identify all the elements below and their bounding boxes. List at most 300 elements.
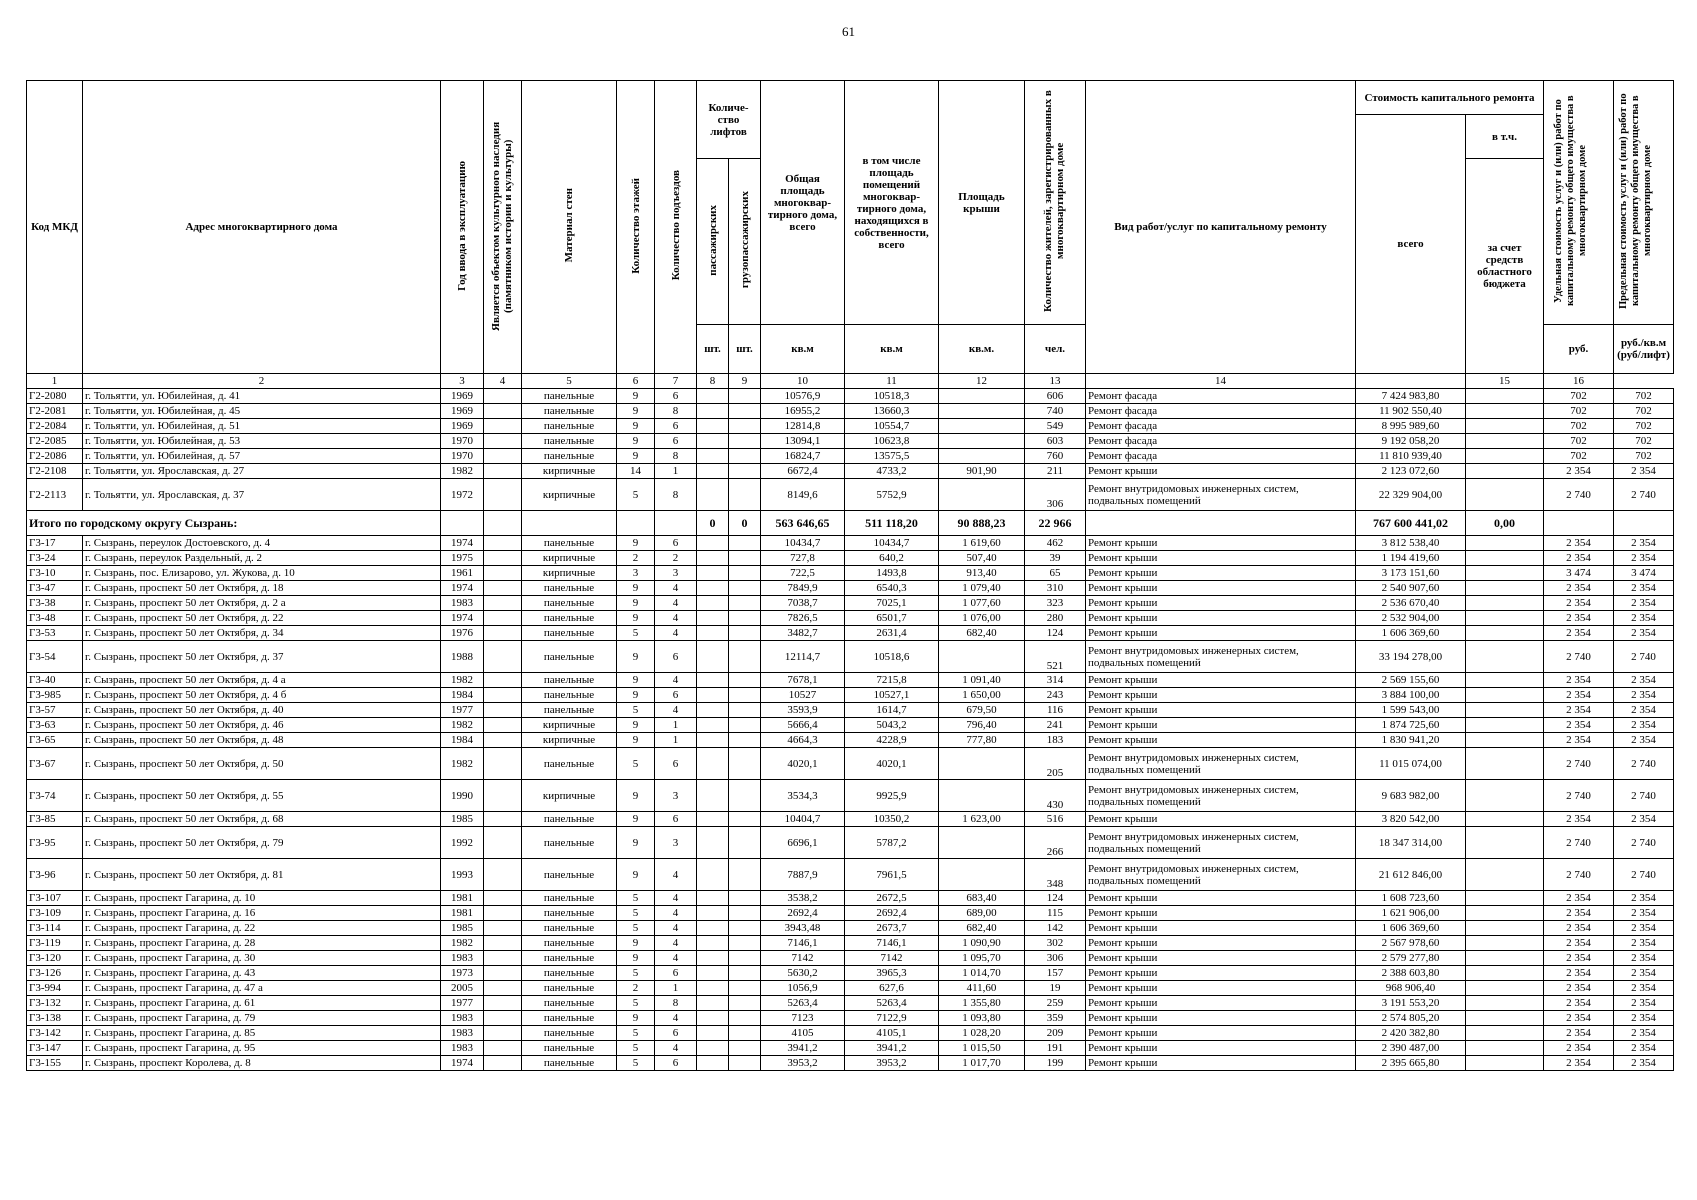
row-max-cost: 2 354	[1614, 673, 1674, 688]
row-roof-area	[939, 449, 1025, 464]
row-max-cost: 2 740	[1614, 827, 1674, 859]
row-regional	[1466, 733, 1544, 748]
row-owned-area: 4020,1	[845, 748, 939, 780]
row-unit-cost: 2 354	[1544, 891, 1614, 906]
row-total-area: 4105	[761, 1026, 845, 1041]
row-residents: 259	[1025, 996, 1086, 1011]
row-address: г. Тольятти, ул. Юбилейная, д. 53	[83, 434, 441, 449]
row-heritage	[484, 827, 522, 859]
row-code: Г3-54	[27, 641, 83, 673]
row-heritage	[484, 688, 522, 703]
row-unit-cost: 2 354	[1544, 1011, 1614, 1026]
column-number: 14	[1086, 374, 1356, 389]
row-max-cost: 2 354	[1614, 718, 1674, 733]
row-lifts-pass	[697, 551, 729, 566]
row-floors: 5	[617, 703, 655, 718]
row-regional	[1466, 673, 1544, 688]
table-row	[27, 718, 1674, 733]
row-roof-area: 913,40	[939, 566, 1025, 581]
row-cost: 2 420 382,80	[1356, 1026, 1466, 1041]
row-heritage	[484, 566, 522, 581]
row-roof-area: 1 650,00	[939, 688, 1025, 703]
row-total-area: 10404,7	[761, 812, 845, 827]
row-address: г. Сызрань, проспект 50 лет Октября, д. 4 б	[83, 688, 441, 703]
row-residents: 359	[1025, 1011, 1086, 1026]
row-max-cost: 2 354	[1614, 626, 1674, 641]
row-residents: 39	[1025, 551, 1086, 566]
row-regional	[1466, 419, 1544, 434]
column-number: 8	[697, 374, 729, 389]
row-address: г. Сызрань, проспект 50 лет Октября, д. 46	[83, 718, 441, 733]
row-floors: 5	[617, 966, 655, 981]
row-material: панельные	[522, 404, 617, 419]
row-max-cost: 2 740	[1614, 859, 1674, 891]
row-regional	[1466, 891, 1544, 906]
row-roof-area: 777,80	[939, 733, 1025, 748]
row-total-area: 10434,7	[761, 536, 845, 551]
row-regional	[1466, 641, 1544, 673]
header-lifts-cargo: грузопассажирских	[729, 159, 761, 325]
row-work-type: Ремонт крыши	[1086, 996, 1356, 1011]
row-regional	[1466, 611, 1544, 626]
row-residents: 157	[1025, 966, 1086, 981]
row-owned-area: 10434,7	[845, 536, 939, 551]
row-regional	[1466, 551, 1544, 566]
row-lifts-cargo	[729, 966, 761, 981]
row-entrances: 6	[655, 688, 697, 703]
row-regional	[1466, 812, 1544, 827]
table-row	[27, 536, 1674, 551]
row-max-cost: 2 354	[1614, 1056, 1674, 1071]
row-material: панельные	[522, 891, 617, 906]
row-address: г. Сызрань, проспект 50 лет Октября, д. 40	[83, 703, 441, 718]
row-work-type: Ремонт крыши	[1086, 966, 1356, 981]
row-material: панельные	[522, 596, 617, 611]
row-roof-area: 1 015,50	[939, 1041, 1025, 1056]
unit-sqm: кв.м	[845, 325, 939, 374]
header-lifts: Количе-ство лифтов	[697, 81, 761, 159]
row-lifts-cargo	[729, 673, 761, 688]
row-unit-cost: 2 740	[1544, 780, 1614, 812]
row-work-type: Ремонт фасада	[1086, 389, 1356, 404]
row-year: 1985	[441, 812, 484, 827]
row-lifts-cargo	[729, 464, 761, 479]
row-floors: 5	[617, 921, 655, 936]
row-lifts-cargo	[729, 1026, 761, 1041]
row-residents: 116	[1025, 703, 1086, 718]
row-entrances: 6	[655, 1026, 697, 1041]
row-unit-cost: 702	[1544, 419, 1614, 434]
row-residents: 199	[1025, 1056, 1086, 1071]
row-roof-area	[939, 389, 1025, 404]
row-roof-area: 682,40	[939, 626, 1025, 641]
row-regional	[1466, 479, 1544, 511]
row-year: 1988	[441, 641, 484, 673]
table-row	[27, 1026, 1674, 1041]
row-entrances: 3	[655, 566, 697, 581]
row-residents: 310	[1025, 581, 1086, 596]
row-code: Г3-24	[27, 551, 83, 566]
table-header	[27, 81, 1674, 389]
row-code: Г3-138	[27, 1011, 83, 1026]
row-owned-area: 6540,3	[845, 581, 939, 596]
row-roof-area	[939, 419, 1025, 434]
row-owned-area: 3953,2	[845, 1056, 939, 1071]
row-year: 2005	[441, 981, 484, 996]
row-regional	[1466, 827, 1544, 859]
row-address: г. Тольятти, ул. Юбилейная, д. 51	[83, 419, 441, 434]
row-entrances: 4	[655, 891, 697, 906]
row-material: панельные	[522, 688, 617, 703]
row-material: панельные	[522, 449, 617, 464]
row-code: Г3-985	[27, 688, 83, 703]
total-owned-area: 511 118,20	[845, 511, 939, 536]
table-row	[27, 404, 1674, 419]
row-address: г. Тольятти, ул. Юбилейная, д. 45	[83, 404, 441, 419]
row-owned-area: 4105,1	[845, 1026, 939, 1041]
row-year: 1973	[441, 966, 484, 981]
row-lifts-pass	[697, 566, 729, 581]
total-roof-area: 90 888,23	[939, 511, 1025, 536]
row-heritage	[484, 891, 522, 906]
row-year: 1969	[441, 389, 484, 404]
row-cost: 968 906,40	[1356, 981, 1466, 996]
row-code: Г3-40	[27, 673, 83, 688]
row-cost: 7 424 983,80	[1356, 389, 1466, 404]
row-code: Г3-155	[27, 1056, 83, 1071]
row-regional	[1466, 1041, 1544, 1056]
row-work-type: Ремонт крыши	[1086, 1041, 1356, 1056]
row-floors: 9	[617, 718, 655, 733]
row-roof-area: 1 090,90	[939, 936, 1025, 951]
row-regional	[1466, 1011, 1544, 1026]
row-address: г. Тольятти, ул. Ярославская, д. 37	[83, 479, 441, 511]
row-roof-area: 683,40	[939, 891, 1025, 906]
row-max-cost: 2 354	[1614, 596, 1674, 611]
row-lifts-cargo	[729, 981, 761, 996]
row-work-type: Ремонт крыши	[1086, 951, 1356, 966]
row-unit-cost: 2 354	[1544, 688, 1614, 703]
row-lifts-pass	[697, 479, 729, 511]
row-floors: 9	[617, 641, 655, 673]
row-lifts-cargo	[729, 389, 761, 404]
capital-repair-table	[26, 80, 1674, 1071]
row-address: г. Сызрань, проспект 50 лет Октября, д. 81	[83, 859, 441, 891]
row-entrances: 2	[655, 551, 697, 566]
row-residents: 430	[1025, 780, 1086, 812]
row-floors: 5	[617, 1056, 655, 1071]
row-roof-area: 411,60	[939, 981, 1025, 996]
row-roof-area	[939, 780, 1025, 812]
row-regional	[1466, 966, 1544, 981]
row-year: 1969	[441, 419, 484, 434]
header-cost-total: всего	[1356, 115, 1466, 374]
row-work-type: Ремонт внутридомовых инженерных систем, подвальных помещений	[1086, 641, 1356, 673]
row-roof-area: 1 014,70	[939, 966, 1025, 981]
row-material: кирпичные	[522, 566, 617, 581]
row-lifts-cargo	[729, 1056, 761, 1071]
row-owned-area: 10350,2	[845, 812, 939, 827]
row-roof-area: 679,50	[939, 703, 1025, 718]
row-unit-cost: 2 354	[1544, 812, 1614, 827]
row-cost: 2 574 805,20	[1356, 1011, 1466, 1026]
table-row	[27, 748, 1674, 780]
row-heritage	[484, 404, 522, 419]
row-work-type: Ремонт крыши	[1086, 673, 1356, 688]
row-lifts-cargo	[729, 703, 761, 718]
row-unit-cost: 2 354	[1544, 596, 1614, 611]
row-residents: 183	[1025, 733, 1086, 748]
row-lifts-pass	[697, 780, 729, 812]
row-total-area: 3482,7	[761, 626, 845, 641]
table-row	[27, 688, 1674, 703]
column-number-row	[27, 374, 1674, 389]
column-number: 5	[522, 374, 617, 389]
row-floors: 5	[617, 891, 655, 906]
row-code: Г3-65	[27, 733, 83, 748]
column-number: 2	[83, 374, 441, 389]
table-row	[27, 981, 1674, 996]
row-cost: 9 192 058,20	[1356, 434, 1466, 449]
row-material: панельные	[522, 611, 617, 626]
row-year: 1974	[441, 581, 484, 596]
row-cost: 2 390 487,00	[1356, 1041, 1466, 1056]
row-cost: 3 191 553,20	[1356, 996, 1466, 1011]
row-material: панельные	[522, 827, 617, 859]
row-roof-area	[939, 827, 1025, 859]
column-number: 4	[484, 374, 522, 389]
row-lifts-cargo	[729, 434, 761, 449]
row-unit-cost: 2 354	[1544, 626, 1614, 641]
row-work-type: Ремонт крыши	[1086, 1026, 1356, 1041]
row-entrances: 6	[655, 812, 697, 827]
row-owned-area: 10518,6	[845, 641, 939, 673]
row-year: 1977	[441, 996, 484, 1011]
row-entrances: 1	[655, 718, 697, 733]
row-entrances: 3	[655, 780, 697, 812]
row-heritage	[484, 1011, 522, 1026]
row-max-cost: 2 354	[1614, 921, 1674, 936]
table-row	[27, 703, 1674, 718]
row-work-type: Ремонт крыши	[1086, 1056, 1356, 1071]
row-heritage	[484, 626, 522, 641]
row-total-area: 16955,2	[761, 404, 845, 419]
row-work-type: Ремонт фасада	[1086, 404, 1356, 419]
row-lifts-cargo	[729, 1011, 761, 1026]
row-cost: 9 683 982,00	[1356, 780, 1466, 812]
table-row	[27, 626, 1674, 641]
row-residents: 516	[1025, 812, 1086, 827]
row-total-area: 7146,1	[761, 936, 845, 951]
row-entrances: 4	[655, 611, 697, 626]
row-regional	[1466, 780, 1544, 812]
table-row	[27, 434, 1674, 449]
row-material: панельные	[522, 1011, 617, 1026]
row-cost: 3 173 151,60	[1356, 566, 1466, 581]
row-floors: 5	[617, 748, 655, 780]
row-owned-area: 7025,1	[845, 596, 939, 611]
row-unit-cost: 2 354	[1544, 966, 1614, 981]
row-max-cost: 2 354	[1614, 981, 1674, 996]
row-code: Г3-142	[27, 1026, 83, 1041]
row-entrances: 4	[655, 673, 697, 688]
row-floors: 9	[617, 419, 655, 434]
row-code: Г3-120	[27, 951, 83, 966]
row-address: г. Сызрань, проспект 50 лет Октября, д. 2 а	[83, 596, 441, 611]
row-lifts-cargo	[729, 419, 761, 434]
row-material: панельные	[522, 981, 617, 996]
row-work-type: Ремонт крыши	[1086, 611, 1356, 626]
row-floors: 5	[617, 906, 655, 921]
row-cost: 2 123 072,60	[1356, 464, 1466, 479]
row-material: кирпичные	[522, 464, 617, 479]
row-work-type: Ремонт внутридомовых инженерных систем, подвальных помещений	[1086, 859, 1356, 891]
row-heritage	[484, 551, 522, 566]
row-owned-area: 7122,9	[845, 1011, 939, 1026]
row-roof-area: 689,00	[939, 906, 1025, 921]
header-cost-incl: в т.ч.	[1466, 115, 1544, 159]
row-lifts-cargo	[729, 780, 761, 812]
row-unit-cost: 702	[1544, 404, 1614, 419]
row-total-area: 7678,1	[761, 673, 845, 688]
row-year: 1976	[441, 626, 484, 641]
row-cost: 3 820 542,00	[1356, 812, 1466, 827]
row-heritage	[484, 464, 522, 479]
row-unit-cost: 2 354	[1544, 981, 1614, 996]
row-cost: 2 540 907,60	[1356, 581, 1466, 596]
row-total-area: 1056,9	[761, 981, 845, 996]
row-owned-area: 10623,8	[845, 434, 939, 449]
row-owned-area: 4733,2	[845, 464, 939, 479]
row-residents: 606	[1025, 389, 1086, 404]
header-address: Адрес многоквартирного дома	[83, 81, 441, 374]
row-lifts-pass	[697, 859, 729, 891]
row-max-cost: 2 354	[1614, 581, 1674, 596]
row-unit-cost: 2 740	[1544, 479, 1614, 511]
row-residents: 462	[1025, 536, 1086, 551]
header-heritage: Является объектом культурного наследия (памятником истории и культуры)	[484, 81, 522, 374]
row-regional	[1466, 703, 1544, 718]
row-owned-area: 2673,7	[845, 921, 939, 936]
row-lifts-cargo	[729, 596, 761, 611]
row-code: Г2-2108	[27, 464, 83, 479]
unit-people: чел.	[1025, 325, 1086, 374]
row-material: кирпичные	[522, 479, 617, 511]
row-owned-area: 1493,8	[845, 566, 939, 581]
row-cost: 22 329 904,00	[1356, 479, 1466, 511]
row-floors: 9	[617, 581, 655, 596]
row-lifts-pass	[697, 921, 729, 936]
row-total-area: 7142	[761, 951, 845, 966]
table-row	[27, 641, 1674, 673]
table-row	[27, 921, 1674, 936]
row-code: Г3-114	[27, 921, 83, 936]
header-code: Код МКД	[27, 81, 83, 374]
row-lifts-pass	[697, 641, 729, 673]
row-lifts-cargo	[729, 479, 761, 511]
row-lifts-cargo	[729, 951, 761, 966]
row-heritage	[484, 673, 522, 688]
row-year: 1983	[441, 1011, 484, 1026]
row-lifts-pass	[697, 951, 729, 966]
row-unit-cost: 3 474	[1544, 566, 1614, 581]
row-regional	[1466, 936, 1544, 951]
row-material: панельные	[522, 936, 617, 951]
row-total-area: 16824,7	[761, 449, 845, 464]
row-lifts-pass	[697, 434, 729, 449]
row-owned-area: 3965,3	[845, 966, 939, 981]
column-number: 13	[1025, 374, 1086, 389]
row-total-area: 7826,5	[761, 611, 845, 626]
unit-sqm: кв.м	[761, 325, 845, 374]
row-lifts-cargo	[729, 921, 761, 936]
row-cost: 1 599 543,00	[1356, 703, 1466, 718]
total-cost: 767 600 441,02	[1356, 511, 1466, 536]
row-total-area: 12814,8	[761, 419, 845, 434]
row-lifts-pass	[697, 966, 729, 981]
row-work-type: Ремонт крыши	[1086, 688, 1356, 703]
row-owned-area: 3941,2	[845, 1041, 939, 1056]
row-total-area: 6672,4	[761, 464, 845, 479]
row-unit-cost: 2 354	[1544, 936, 1614, 951]
row-roof-area: 1 077,60	[939, 596, 1025, 611]
row-material: панельные	[522, 434, 617, 449]
row-heritage	[484, 906, 522, 921]
row-total-area: 3941,2	[761, 1041, 845, 1056]
header-unit-cost: Удельная стоимость услуг и (или) работ по капитальному ремонту общего имущества в многоквартирном доме	[1544, 81, 1614, 325]
row-work-type: Ремонт крыши	[1086, 581, 1356, 596]
header-residents: Количество жителей, зарегистрированных в многоквартирном доме	[1025, 81, 1086, 325]
row-max-cost: 2 740	[1614, 780, 1674, 812]
row-total-area: 4020,1	[761, 748, 845, 780]
row-unit-cost: 2 354	[1544, 906, 1614, 921]
row-roof-area: 1 079,40	[939, 581, 1025, 596]
row-unit-cost: 2 354	[1544, 996, 1614, 1011]
row-address: г. Сызрань, переулок Раздельный, д. 2	[83, 551, 441, 566]
row-address: г. Сызрань, проспект Гагарина, д. 10	[83, 891, 441, 906]
header-lifts-pass: пассажирских	[697, 159, 729, 325]
row-work-type: Ремонт фасада	[1086, 419, 1356, 434]
total-label: Итого по городскому округу Сызрань:	[27, 511, 441, 536]
row-heritage	[484, 859, 522, 891]
row-owned-area: 10554,7	[845, 419, 939, 434]
row-regional	[1466, 389, 1544, 404]
row-floors: 9	[617, 404, 655, 419]
row-year: 1983	[441, 1026, 484, 1041]
row-max-cost: 702	[1614, 404, 1674, 419]
row-entrances: 4	[655, 936, 697, 951]
row-lifts-cargo	[729, 891, 761, 906]
row-residents: 115	[1025, 906, 1086, 921]
row-code: Г3-10	[27, 566, 83, 581]
row-lifts-cargo	[729, 1041, 761, 1056]
row-max-cost: 2 354	[1614, 951, 1674, 966]
row-lifts-cargo	[729, 718, 761, 733]
row-entrances: 4	[655, 921, 697, 936]
row-unit-cost: 2 354	[1544, 1041, 1614, 1056]
row-heritage	[484, 434, 522, 449]
row-residents: 266	[1025, 827, 1086, 859]
column-number: 9	[729, 374, 761, 389]
unit-pcs: шт.	[697, 325, 729, 374]
row-total-area: 5666,4	[761, 718, 845, 733]
table-body-tolyatti	[27, 389, 1674, 511]
table-row	[27, 780, 1674, 812]
row-work-type: Ремонт крыши	[1086, 1011, 1356, 1026]
row-work-type: Ремонт внутридомовых инженерных систем, подвальных помещений	[1086, 748, 1356, 780]
row-work-type: Ремонт крыши	[1086, 981, 1356, 996]
row-floors: 9	[617, 449, 655, 464]
